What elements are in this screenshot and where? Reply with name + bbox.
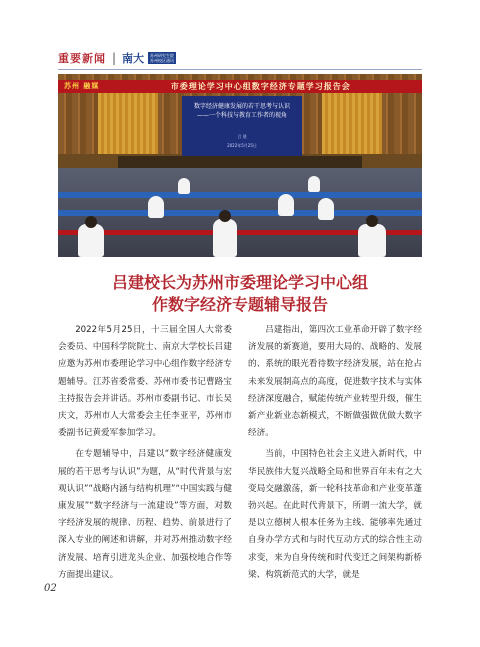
publication-badge [148, 52, 176, 64]
header-separator: | [112, 51, 117, 65]
publication-line-2: 苏州校区通讯 [150, 58, 175, 63]
photo-logo: 苏州 融媒 [64, 82, 100, 90]
article-column-left [58, 322, 232, 588]
photo-person [308, 176, 320, 192]
photo-banner [58, 80, 422, 93]
photo-person [318, 198, 334, 220]
header-rule [58, 69, 422, 70]
photo-person-head [219, 210, 231, 222]
photo-person-head [85, 216, 97, 228]
photo-projection-screen [182, 96, 302, 158]
photo-person [78, 224, 104, 257]
screen-date: 2022年5月25日 [227, 143, 257, 148]
photo-person [178, 178, 190, 194]
photo-person [213, 219, 237, 257]
photo-banner-text: 市委理论学习中心组数字经济专题学习报告会 [170, 82, 351, 91]
article-column-right [248, 322, 422, 588]
photo-stage [118, 156, 362, 168]
photo-person-head [366, 215, 378, 227]
article-paragraph: 2022年5月25日，十三届全国人大常委会委员、中国科学院院士、南京大学校长吕建应邀为苏州市委理论学习中心组作数字经济专题辅导。江苏省委常委、苏州市委书记曹路宝主持报告会并讲话。苏州市委副书记、市长吴庆文，苏州市人大常委会主任李亚平，苏州市委副书记黄爱军参加学习。 [58, 325, 232, 439]
photo-seat-row [58, 192, 422, 198]
article-paragraph: 吕建指出，第四次工业革命开辟了数字经济发展的新赛道，要用大局的、战略的、发展的、系统的眼光看待数字经济发展，站在抢占未来发展制高点的高度，促进数字技术与实体经济深度融合，赋能传统产业转型升级，催生新产业新业态新模式，不断做强做优做大数字经济。 [248, 325, 422, 439]
conference-photo [58, 74, 422, 257]
photo-seat-row [58, 210, 422, 216]
section-label: 重要新闻 [58, 52, 106, 65]
publication-line-1: 苏州研究生院 [150, 53, 175, 58]
screen-title-1: 数字经济健康发展的若干思考与认识 [193, 103, 290, 110]
article-title-line-2: 作数字经济专题辅导报告 [151, 295, 328, 314]
article-title [58, 272, 422, 316]
article-paragraph: 当前，中国特色社会主义进入新时代，中华民族伟大复兴战略全局和世界百年未有之大变局交融激荡，新一轮科技革命和产业变革蓬勃兴起。在此时代背景下，所谓一流大学，就是以立德树人根本任务为主线、能够率先通过自身办学方式和与时代互动方式的综合性主动求变，来为自身传统和时代变迁之间架构新桥梁、构筑新范式的大学，就是 [248, 449, 422, 580]
article-paragraph: 在专题辅导中，吕建以“数字经济健康发展的若干思考与认识”为题，从“时代背景与宏观认识”“战略内涵与结构机理”“中国实践与健康发展”“数字经济与一流建设”等方面，对数字经济发展的规律、历程、趋势、前景进行了深入专业的阐述和讲解，并对苏州推动数字经济发展、培育引进龙头企业、加强校地合作等方面提出建议。 [58, 449, 232, 580]
photo-person [358, 224, 386, 257]
screen-speaker: 吕 建 [237, 134, 247, 139]
article-title-line-1: 吕建校长为苏州市委理论学习中心组 [111, 273, 368, 292]
brand-label: 南大 [122, 52, 145, 65]
page-header [58, 50, 176, 66]
screen-title-2: ——一个科技与教育工作者的视角 [196, 112, 287, 119]
page-number: 02 [44, 583, 57, 594]
photo-person [148, 196, 164, 218]
photo-person [278, 194, 294, 216]
